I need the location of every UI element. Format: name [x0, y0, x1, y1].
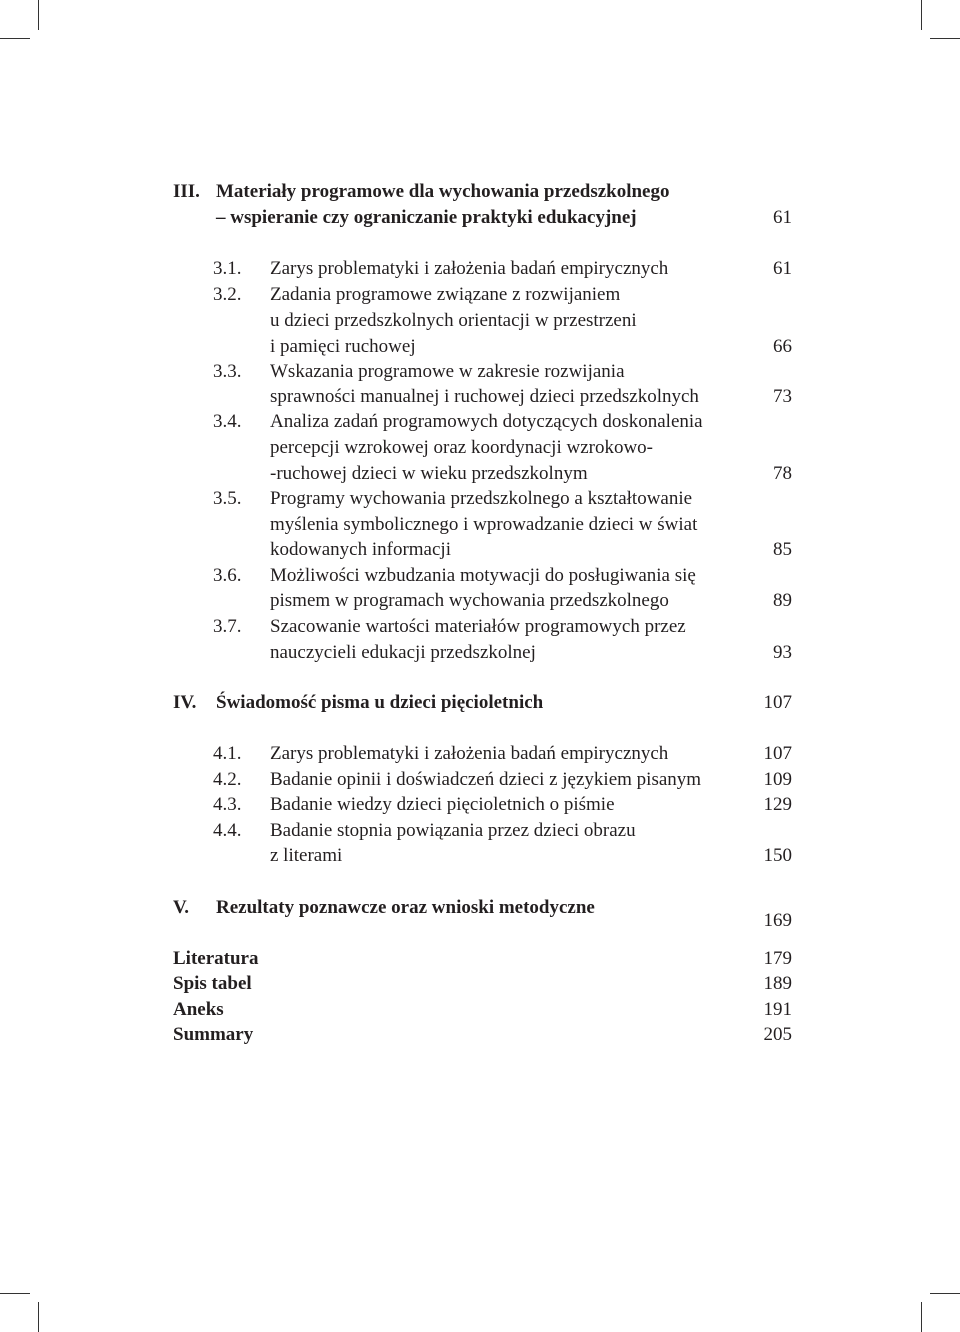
section-title-line: Zarys problematyki i założenia badań empirycznych — [270, 743, 669, 764]
section-title-line: z literami — [270, 845, 343, 866]
section-title-line: Zarys problematyki i założenia badań empirycznych — [270, 258, 669, 279]
chapter-title-line: Świadomość pisma u dzieci pięcioletnich — [216, 692, 544, 713]
section-title-line: u dzieci przedszkolnych orientacji w przestrzeni — [270, 310, 637, 331]
chapter-page: 107 — [763, 692, 792, 713]
section-title-line: sprawności manualnej i ruchowej dzieci przedszkolnych — [270, 386, 699, 407]
section-title-line: nauczycieli edukacji przedszkolnej — [270, 642, 536, 663]
section-title-line: Analiza zadań programowych dotyczących doskonalenia — [270, 411, 703, 432]
section-page: 85 — [773, 539, 792, 560]
section-number: 3.3. — [213, 361, 242, 382]
section-page: 129 — [763, 794, 792, 815]
back-matter-title: Summary — [173, 1024, 254, 1045]
section-number: 4.4. — [213, 820, 242, 841]
chapter-number: V. — [173, 897, 190, 918]
section-title-line: Badanie stopnia powiązania przez dzieci obrazu — [270, 820, 636, 841]
back-matter-title: Literatura — [173, 948, 259, 969]
back-matter-page: 179 — [763, 948, 792, 969]
section-title-line: Zadania programowe związane z rozwijaniem — [270, 284, 621, 305]
section-page: 107 — [763, 743, 792, 764]
section-title-line: Badanie wiedzy dzieci pięcioletnich o piśmie — [270, 794, 615, 815]
chapter-number: III. — [173, 181, 200, 202]
chapter-page: 61 — [773, 207, 792, 228]
section-title-line: Wskazania programowe w zakresie rozwijania — [270, 361, 625, 382]
back-matter-page: 191 — [763, 999, 792, 1020]
section-page: 150 — [763, 845, 792, 866]
section-number: 3.5. — [213, 488, 242, 509]
section-title-line: Badanie opinii i doświadczeń dzieci z językiem pisanym — [270, 769, 702, 790]
chapter-page: 169 — [763, 910, 792, 931]
section-number: 3.4. — [213, 411, 242, 432]
back-matter-title: Aneks — [173, 999, 224, 1020]
section-title-line: Szacowanie wartości materiałów programowych przez — [270, 616, 686, 637]
section-number: 4.1. — [213, 743, 242, 764]
section-title-line: kodowanych informacji — [270, 539, 451, 560]
section-title-line: Możliwości wzbudzania motywacji do posługiwania się — [270, 565, 696, 586]
section-number: 3.1. — [213, 258, 242, 279]
section-page: 89 — [773, 590, 792, 611]
back-matter-page: 189 — [763, 973, 792, 994]
section-page: 66 — [773, 336, 792, 357]
section-page: 109 — [763, 769, 792, 790]
back-matter-page: 205 — [763, 1024, 792, 1045]
section-number: 3.6. — [213, 565, 242, 586]
section-number: 3.2. — [213, 284, 242, 305]
section-page: 73 — [773, 386, 792, 407]
section-page: 61 — [773, 258, 792, 279]
chapter-title-line: Materiały programowe dla wychowania przedszkolnego — [216, 181, 670, 202]
section-title-line: percepcji wzrokowej oraz koordynacji wzrokowo- — [270, 437, 654, 458]
section-number: 4.3. — [213, 794, 242, 815]
chapter-title-line: – wspieranie czy ograniczanie praktyki edukacyjnej — [216, 207, 637, 228]
section-title-line: Programy wychowania przedszkolnego a kształtowanie — [270, 488, 693, 509]
chapter-title-line: Rezultaty poznawcze oraz wnioski metodyczne — [216, 897, 595, 918]
section-title-line: i pamięci ruchowej — [270, 336, 416, 357]
section-title-line: myślenia symbolicznego i wprowadzanie dzieci w świat — [270, 514, 698, 535]
back-matter-title: Spis tabel — [173, 973, 252, 994]
section-number: 4.2. — [213, 769, 242, 790]
section-page: 78 — [773, 463, 792, 484]
section-title-line: -ruchowej dzieci w wieku przedszkolnym — [270, 463, 588, 484]
section-title-line: pismem w programach wychowania przedszkolnego — [270, 590, 669, 611]
chapter-number: IV. — [173, 692, 197, 713]
section-number: 3.7. — [213, 616, 242, 637]
section-page: 93 — [773, 642, 792, 663]
